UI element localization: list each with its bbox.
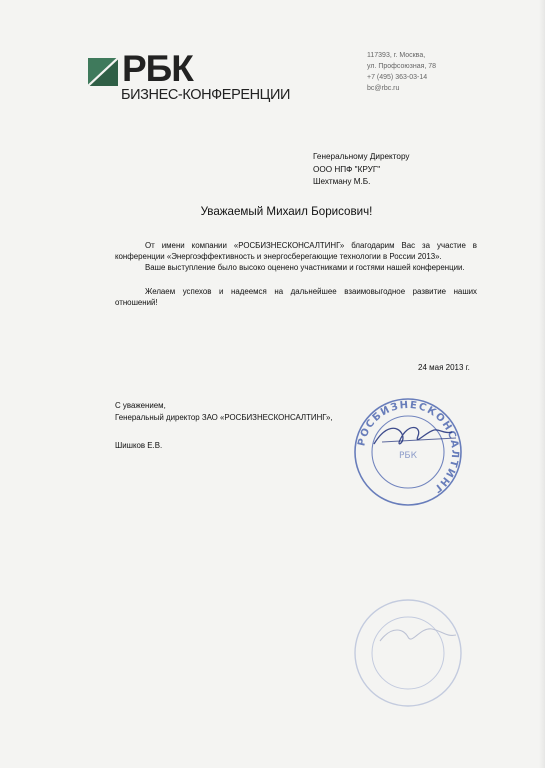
body-paragraph: Ваше выступление было высоко оценено участниками и гостями нашей конференции. bbox=[145, 263, 465, 273]
addressee-line: Генеральному Директору bbox=[313, 152, 410, 161]
svg-text:РБК: РБК bbox=[399, 451, 417, 461]
rbc-logo bbox=[88, 48, 291, 106]
company-stamp-icon bbox=[352, 396, 464, 508]
rbc-logo-mark-icon bbox=[88, 58, 118, 86]
contact-line: bc@rbc.ru bbox=[367, 85, 400, 92]
signature-block bbox=[115, 400, 333, 424]
body-paragraph: От имени компании «РОСБИЗНЕСКОНСАЛТИНГ» благодарим Вас за участие в конференции «Энергоэффективность и энергосберегающие технологии в России 2013». bbox=[115, 241, 477, 262]
contact-line: 117393, г. Москва, bbox=[367, 52, 426, 59]
greeting: Уважаемый Михаил Борисович! bbox=[200, 205, 373, 218]
addressee-block bbox=[313, 151, 410, 189]
contact-block bbox=[367, 50, 436, 94]
contact-line: ул. Профсоюзная, 78 bbox=[367, 63, 437, 70]
letter-date: 24 мая 2013 г. bbox=[418, 363, 470, 372]
signer-title: Генеральный директор ЗАО «РОСБИЗНЕСКОНСАЛТИНГ», bbox=[115, 413, 333, 422]
stamp-bleedthrough-icon bbox=[352, 597, 464, 709]
addressee-line: Шехтману М.Б. bbox=[313, 177, 371, 186]
letter-body bbox=[115, 240, 477, 308]
svg-text:РОСБИЗНЕСКОНСАЛТИНГ: РОСБИЗНЕСКОНСАЛТИНГ bbox=[356, 399, 461, 496]
logo-subtitle: БИЗНЕС-КОНФЕРЕНЦИИ bbox=[121, 87, 291, 103]
logo-name: РБК bbox=[122, 48, 193, 89]
addressee-line: ООО НПФ "КРУГ" bbox=[313, 164, 381, 174]
body-paragraph: Желаем успехов и надеемся на дальнейшее взаимовыгодное развитие наших отношений! bbox=[115, 286, 477, 307]
closing-line: С уважением, bbox=[115, 401, 166, 410]
signer-name: Шишков Е.В. bbox=[115, 441, 163, 450]
paper-edge-shadow bbox=[539, 0, 545, 768]
contact-line: +7 (495) 363-03-14 bbox=[367, 74, 428, 81]
